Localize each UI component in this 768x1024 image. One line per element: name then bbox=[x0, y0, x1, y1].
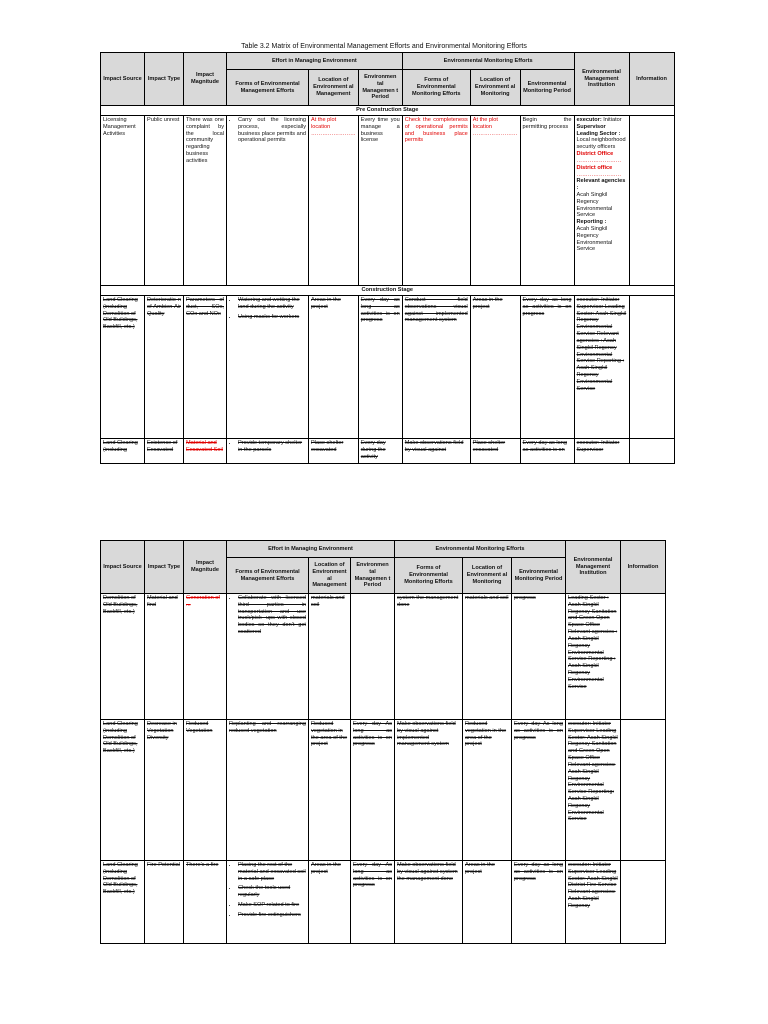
institution-relevant-label: Relevant agencies : bbox=[576, 178, 626, 192]
header-impact-source: Impact Source bbox=[101, 53, 145, 106]
management-form-item: • Placing the rest of the material and excavated soil in a safe place bbox=[238, 862, 306, 882]
impact-source: Demolition of Old Buildings, Backfill, etc.) bbox=[101, 594, 145, 720]
header-mon-period: Environmental Monitoring Period bbox=[520, 70, 574, 106]
header-forms-mgmt: Forms of Environmental Management Efforts bbox=[227, 558, 309, 594]
header-forms-mgmt: Forms of Environmental Management Efforts bbox=[227, 70, 309, 106]
institution-district: District Office bbox=[576, 151, 614, 158]
management-location bbox=[309, 116, 359, 286]
institution-dots: …………………… bbox=[576, 157, 622, 164]
impact-source: Land Clearing (including bbox=[101, 439, 145, 464]
management-form-item: • Make SOP related to fire bbox=[238, 902, 306, 909]
management-form-item: • Check the tools used regularly bbox=[238, 885, 306, 899]
institution-reporting-label: Reporting : bbox=[576, 219, 607, 226]
management-location: Reduced vegetation in the area of the project bbox=[309, 720, 351, 861]
institution-reporting-value: Acah Singkil Regency Environmental Service bbox=[576, 226, 613, 253]
management-form bbox=[227, 116, 309, 286]
header-forms-mon: Forms of Environmental Monitoring Efforts bbox=[395, 558, 463, 594]
monitoring-form: Make observations field by visual against implemented management system bbox=[395, 720, 463, 861]
impact-type: Public unrest bbox=[145, 116, 184, 286]
impact-magnitude: Generation of ... bbox=[184, 594, 227, 720]
monitoring-form: Make observations field by visual against bbox=[402, 439, 470, 464]
management-form-item: • Using masks for workers bbox=[238, 314, 306, 321]
impact-source: Land Clearing (including Demolition of Old Buildings, Backfill, etc.) bbox=[101, 861, 145, 944]
management-period: Every day during the activity bbox=[358, 439, 402, 464]
management-form bbox=[227, 594, 309, 720]
header-impact-magnitude: Impact Magnitude bbox=[184, 541, 227, 594]
management-period: Every day As long as activities is on progress bbox=[351, 861, 395, 944]
management-location-text: At the plot location bbox=[311, 117, 337, 130]
header-mon-period: Environmental Monitoring Period bbox=[512, 558, 566, 594]
header-information: Information bbox=[629, 53, 674, 106]
header-loc-mgmt: Location of Environment al Management bbox=[309, 70, 359, 106]
information-cell bbox=[629, 439, 674, 464]
management-location-dots: …………………… bbox=[311, 130, 356, 137]
institution-cell: Leading Sector : Acah Singkil Regency Sanitation and Green Open Space Office Relevant agencies : Acah Singkil Regency Environmental Service Reporting : Acah Singkil Regency Environmental Service bbox=[566, 594, 621, 720]
header-information: Information bbox=[621, 541, 666, 594]
monitoring-location: Areas in the project bbox=[470, 296, 520, 439]
institution-cell: executor: Initiator Supervisor Leading Sector: Acah Singkil District Fire Service Relevant agencies: Acah Singkil Regency bbox=[566, 861, 621, 944]
header-effort-managing: Effort in Managing Environment bbox=[227, 53, 403, 70]
monitoring-period: Every day as long as activities is on bbox=[520, 439, 574, 464]
institution-relevant-value: Acah Singkil Regency Environmental Service bbox=[576, 191, 613, 219]
institution-executor-label: executor: bbox=[576, 117, 602, 123]
header-impact-magnitude: Impact Magnitude bbox=[184, 53, 227, 106]
monitoring-period: Begin the permitting process bbox=[520, 116, 574, 286]
information-cell bbox=[629, 296, 674, 439]
management-location: Areas in the project bbox=[309, 861, 351, 944]
monitoring-period: Every day as long as activities is on progress bbox=[520, 296, 574, 439]
table-row bbox=[101, 439, 675, 464]
management-period: Every day as long as activities is on progress bbox=[358, 296, 402, 439]
institution-supervisor-label: Supervisor Leading Sector : bbox=[576, 123, 621, 137]
management-location: materials and soil bbox=[309, 594, 351, 720]
header-forms-mon: Forms of Environmental Monitoring Efforts bbox=[402, 70, 470, 106]
management-form-item: • Carry out the licensing process, especially business place permits and operational permits bbox=[238, 117, 306, 144]
monitoring-period: progress bbox=[512, 594, 566, 720]
header-loc-mon: Location of Environment al Monitoring bbox=[470, 70, 520, 106]
stage-construction: Construction Stage bbox=[101, 286, 675, 296]
monitoring-form: Check the completeness of operational permits and business place permits bbox=[402, 116, 470, 286]
management-form-item: • Provide temporary shelter in the parcels bbox=[238, 440, 306, 454]
impact-source: Licensing Management Activities bbox=[101, 116, 145, 286]
institution-supervisor-value: Local neighborhood security officers bbox=[576, 137, 626, 151]
monitoring-period: Every day as long as activities is on progress bbox=[512, 861, 566, 944]
monitoring-location: Areas in the project bbox=[463, 861, 512, 944]
impact-source: Land Clearing (including Demolition of Old Buildings, Backfill, etc.) bbox=[101, 720, 145, 861]
table-row bbox=[101, 594, 666, 720]
monitoring-location-text: At the plot location bbox=[472, 117, 498, 130]
information-cell bbox=[629, 116, 674, 286]
management-period bbox=[351, 594, 395, 720]
institution-district-2: District office bbox=[576, 164, 613, 171]
management-form-item: • Provide fire extinguishers bbox=[238, 912, 306, 919]
management-form-item: • Watering and wetting the land during the activity bbox=[238, 297, 306, 311]
management-location: Place shelter excavated bbox=[309, 439, 359, 464]
institution-executor-value: Initiator bbox=[603, 117, 622, 123]
impact-type: Material and find bbox=[145, 594, 184, 720]
monitoring-form: Make observations field by visual against system the management done bbox=[395, 861, 463, 944]
header-loc-mon: Location of Environment al Monitoring bbox=[463, 558, 512, 594]
management-form bbox=[227, 296, 309, 439]
matrix-table-1 bbox=[100, 52, 675, 464]
impact-type: Existence of Excavated bbox=[145, 439, 184, 464]
monitoring-form: Conduct field observations visual against implemented management system bbox=[402, 296, 470, 439]
impact-magnitude: Material and Excavated Soil bbox=[184, 439, 227, 464]
institution-cell: executor: Initiator Supervisor Leading Sector: Acah Singkil Regency Environmental Service Relevant agencies : Acah Singkil Regency Environmental Service Reporting : Acah Singkil Regency Environmental Service bbox=[574, 296, 629, 439]
table-row bbox=[101, 116, 675, 286]
table-row bbox=[101, 861, 666, 944]
information-cell bbox=[621, 861, 666, 944]
impact-magnitude: There was one complaint by the local community regarding business activities bbox=[184, 116, 227, 286]
header-monitoring-efforts: Environmental Monitoring Efforts bbox=[395, 541, 566, 558]
institution-cell bbox=[574, 116, 629, 286]
management-period: Every time you manage a business license bbox=[358, 116, 402, 286]
monitoring-location bbox=[470, 116, 520, 286]
institution-cell: executor: Initiator Supervisor bbox=[574, 439, 629, 464]
header-institution: Environmental Management Institution bbox=[574, 53, 629, 106]
institution-cell: executor: Initiator Supervisor Leading Sector: Acah Singkil Regency Sanitation and Green Open Space Office Relevant agencies: Acah Singkil Regency Environmental Service Reporting: Acah Singkil Regency Environmental Service bbox=[566, 720, 621, 861]
management-period: Every day As long as activities is on progress bbox=[351, 720, 395, 861]
impact-magnitude: Parameters of dust, SOx, COx and NOx bbox=[184, 296, 227, 439]
table-row bbox=[101, 720, 666, 861]
information-cell bbox=[621, 720, 666, 861]
header-mgmt-period: Environmen tal Managemen t Period bbox=[358, 70, 402, 106]
monitoring-period: Every day As long as activities is on progress bbox=[512, 720, 566, 861]
impact-type: Decrease in Vegetation Diversity bbox=[145, 720, 184, 861]
impact-source: Land Clearing (including Demolition of Old Buildings, Backfill, etc.) bbox=[101, 296, 145, 439]
impact-magnitude: There's a fire bbox=[184, 861, 227, 944]
monitoring-location: Place shelter excavated bbox=[470, 439, 520, 464]
management-form-item: • Collaborate with licensed third parties in transportation and use truck/pick- ups with closed bodies so they don't get scattered bbox=[238, 595, 306, 636]
management-form: Replanting and rearranging reduced vegetation bbox=[227, 720, 309, 861]
header-loc-mgmt: Location of Environment al Management bbox=[309, 558, 351, 594]
management-form bbox=[227, 439, 309, 464]
institution-dots-2: …………………… bbox=[576, 171, 622, 178]
table-row bbox=[101, 296, 675, 439]
header-effort-managing: Effort in Managing Environment bbox=[227, 541, 395, 558]
header-impact-type: Impact Type bbox=[145, 53, 184, 106]
stage-pre-construction: Pre Construction Stage bbox=[101, 106, 675, 116]
header-mgmt-period: Environmen tal Managemen t Period bbox=[351, 558, 395, 594]
header-monitoring-efforts: Environmental Monitoring Efforts bbox=[402, 53, 574, 70]
management-location: Areas in the project bbox=[309, 296, 359, 439]
header-impact-type: Impact Type bbox=[145, 541, 184, 594]
management-form bbox=[227, 861, 309, 944]
monitoring-location: Reduced vegetation in the area of the project bbox=[463, 720, 512, 861]
information-cell bbox=[621, 594, 666, 720]
impact-type: Fire Potential bbox=[145, 861, 184, 944]
monitoring-location-dots: …………………… bbox=[472, 130, 518, 137]
monitoring-form: system the management done bbox=[395, 594, 463, 720]
impact-magnitude: Reduced Vegetation bbox=[184, 720, 227, 861]
impact-type: Deterioratio n of Ambien Air Quality bbox=[145, 296, 184, 439]
header-institution: Environmental Management Institution bbox=[566, 541, 621, 594]
table-caption: Table 3.2 Matrix of Environmental Management Efforts and Environmental Monitoring Efforts bbox=[241, 43, 527, 50]
matrix-table-2 bbox=[100, 540, 666, 944]
monitoring-location: materials and soil bbox=[463, 594, 512, 720]
header-impact-source: Impact Source bbox=[101, 541, 145, 594]
